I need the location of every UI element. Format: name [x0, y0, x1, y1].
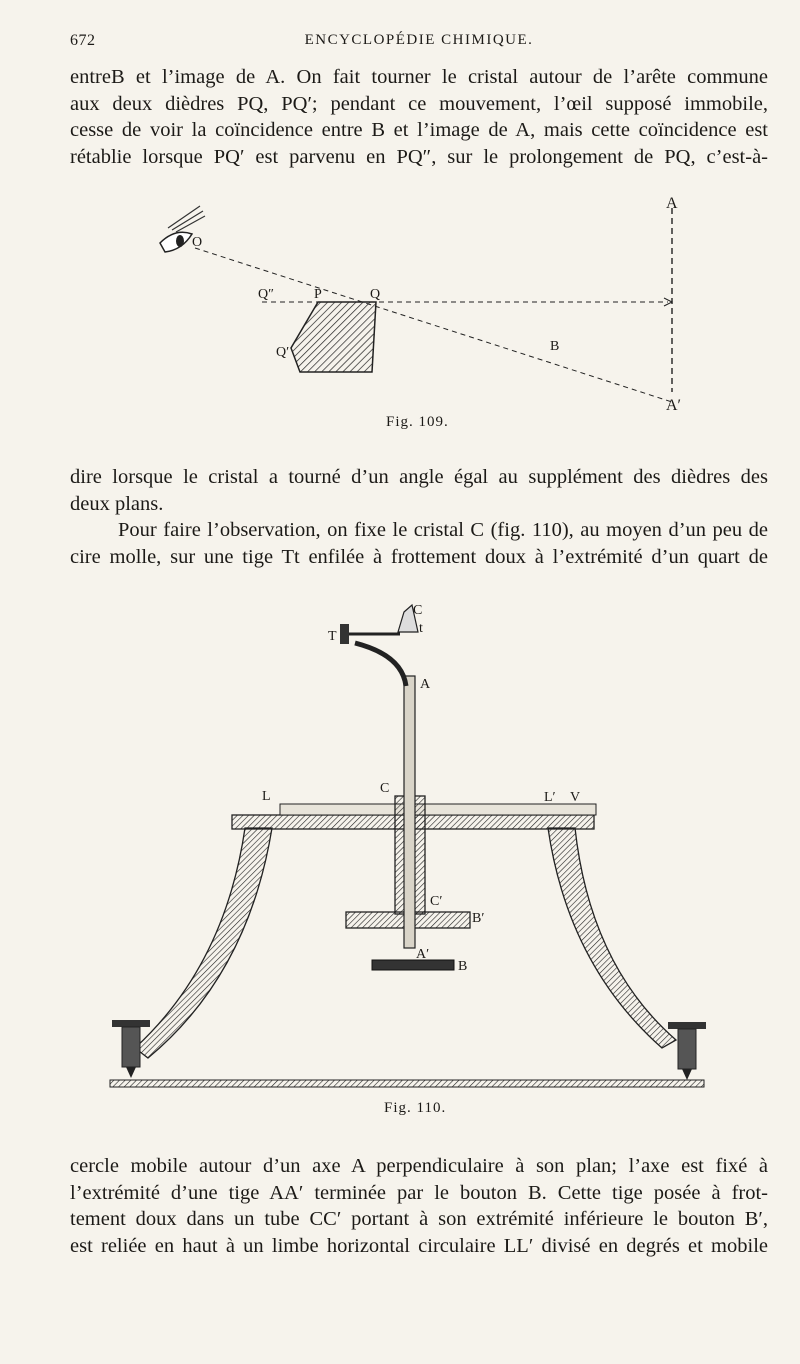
- crystal-section: [291, 302, 376, 372]
- text-line: entreB et l’image de A. On fait tourner le cristal autour de l’arête commune: [70, 66, 768, 88]
- paragraph-1: [70, 64, 768, 170]
- label-O: O: [192, 235, 203, 250]
- figure-109-diagram: [150, 190, 700, 420]
- text-line: l’extrémité d’une tige AA′ terminée par le bouton B. Cette tige posée à frot-: [70, 1181, 768, 1204]
- label-A: A: [666, 195, 678, 212]
- label-B: B: [550, 339, 560, 354]
- paragraph-2: [70, 464, 768, 517]
- label-T: T: [328, 629, 337, 644]
- label-P: P: [314, 287, 322, 302]
- label-A: A: [420, 677, 431, 692]
- label-V: V: [570, 790, 581, 805]
- text-line: est reliée en haut à un limbe horizontal circulaire LL′ divisé en degrés et mobile: [70, 1234, 768, 1257]
- button-B: [372, 960, 454, 970]
- text-line: cesse de voir la coïncidence entre B et l’image de A, mais cette coïncidence est: [70, 119, 768, 141]
- figure-109-caption: Fig. 109.: [386, 414, 449, 430]
- label-Q1: Q′: [276, 345, 290, 360]
- quarter-circle-arm: [355, 643, 406, 686]
- figure-110-caption: Fig. 110.: [384, 1100, 447, 1116]
- sight-line: [195, 248, 672, 402]
- knob-T: [340, 624, 349, 644]
- label-C1: C′: [430, 894, 443, 909]
- label-t: t: [419, 621, 423, 636]
- text-line: cercle mobile autour d’un axe A perpendiculaire à son plan; l’axe est fixé à: [70, 1155, 768, 1177]
- left-leg: [135, 828, 272, 1058]
- text-line: rétablie lorsque PQ′ est parvenu en PQ″, sur le prolongement de PQ, c’est-à-: [70, 145, 768, 168]
- label-L: L: [262, 789, 271, 804]
- label-C-top: C: [413, 603, 423, 618]
- text-line: aux deux dièdres PQ, PQ′; pendant ce mouvement, l’œil supposé immobile,: [70, 92, 768, 115]
- label-B: B: [458, 959, 468, 974]
- label-Q2: Q″: [258, 287, 274, 302]
- text-line: dire lorsque le cristal a tourné d’un angle égal au supplément des dièdres des: [70, 466, 768, 488]
- text-line: tement doux dans un tube CC′ portant à son extrémité inférieure le bouton B′,: [70, 1208, 768, 1230]
- base-ground: [110, 1080, 704, 1087]
- label-C: C: [380, 781, 390, 796]
- label-A1: A′: [666, 397, 682, 414]
- figure-110-diagram: [100, 600, 720, 1100]
- page-number: 672: [70, 32, 96, 49]
- label-B1: B′: [472, 911, 485, 926]
- limb-top: [280, 804, 596, 815]
- paragraph-3: [70, 517, 768, 570]
- label-L1: L′: [544, 790, 556, 805]
- right-leg: [548, 828, 676, 1048]
- page-header: [70, 32, 768, 54]
- label-Q: Q: [370, 287, 381, 302]
- rod-AA: [404, 676, 415, 948]
- label-A1: A′: [416, 947, 430, 962]
- text-line: deux plans.: [70, 492, 164, 515]
- paragraph-4: [70, 1153, 768, 1259]
- text-line: cire molle, sur une tige Tt enfilée à frottement doux à l’extrémité d’un quart de: [70, 545, 768, 568]
- right-screw: [668, 1022, 706, 1080]
- running-title: ENCYCLOPÉDIE CHIMIQUE.: [304, 32, 534, 48]
- text-line: Pour faire l’observation, on fixe le cristal C (fig. 110), au moyen d’un peu de: [118, 519, 768, 541]
